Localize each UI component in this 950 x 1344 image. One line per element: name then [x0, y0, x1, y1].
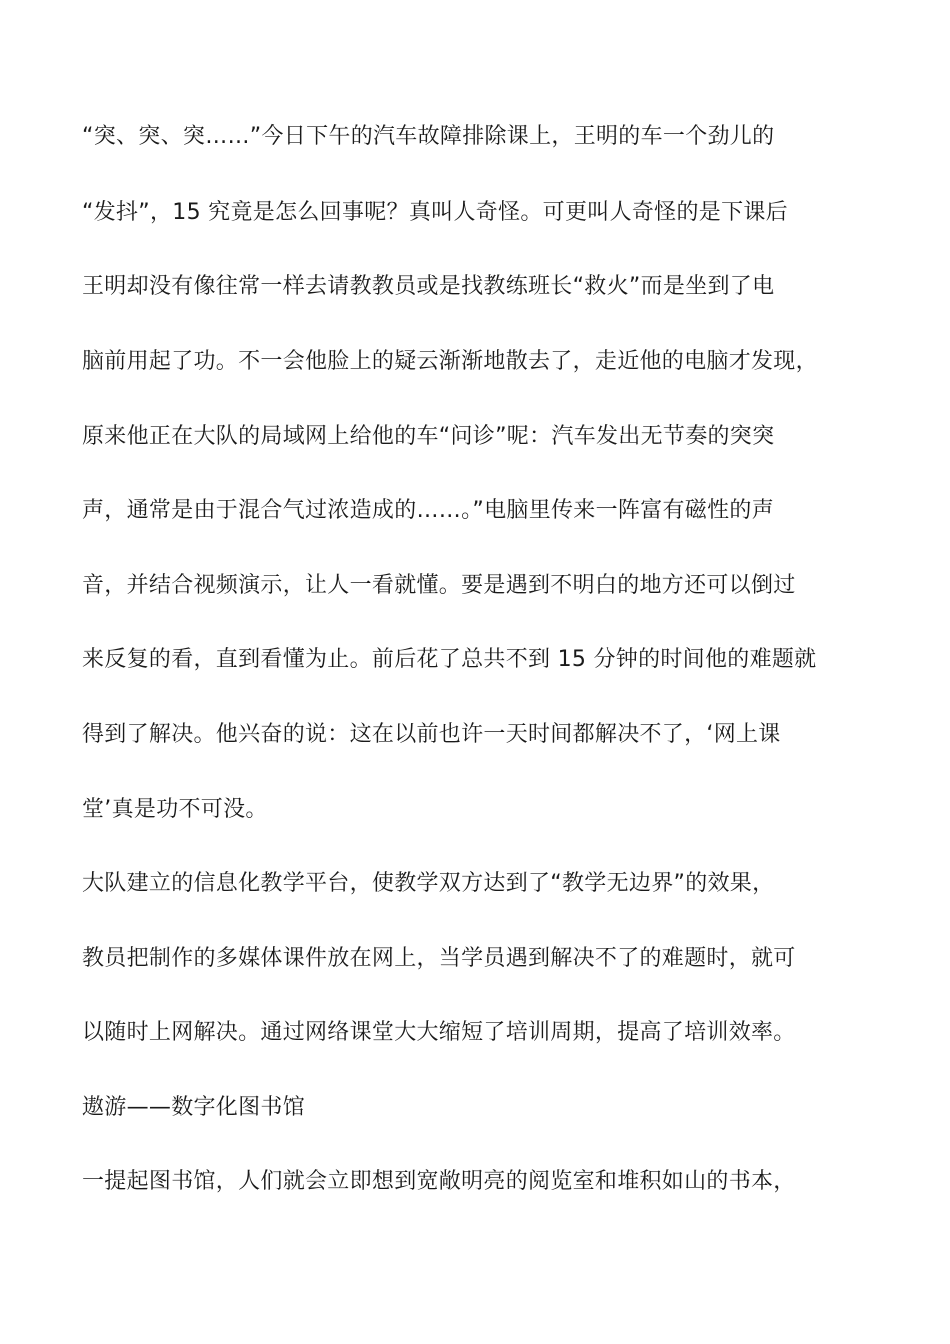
text-line: 音，并结合视频演示，让人一看就懂。要是遇到不明白的地方还可以倒过 [82, 573, 796, 598]
text-line: 一提起图书馆，人们就会立即想到宽敞明亮的阅览室和堆积如山的书本， [82, 1169, 796, 1194]
text-line: 堂’真是功不可没。 [82, 797, 268, 822]
text-line: 原来他正在大队的局域网上给他的车“问诊”呢：汽车发出无节奏的突突 [82, 424, 775, 449]
text-line: 大队建立的信息化教学平台，使教学双方达到了“教学无边界”的效果， [82, 871, 775, 896]
text-line: 王明却没有像往常一样去请教教员或是找教练班长“救火”而是坐到了电 [82, 274, 775, 299]
text-line: “发抖”，15 究竟是怎么回事呢？真叫人奇怪。可更叫人奇怪的是下课后 [82, 200, 788, 225]
text-line: “突、突、突……”今日下午的汽车故障排除课上，王明的车一个劲儿的 [82, 124, 775, 149]
section-heading: 遨游——数字化图书馆 [82, 1095, 306, 1120]
text-line: 声，通常是由于混合气过浓造成的……。”电脑里传来一阵富有磁性的声 [82, 498, 774, 523]
text-line: 得到了解决。他兴奋的说：这在以前也许一天时间都解决不了，‘网上课 [82, 722, 781, 747]
text-line: 以随时上网解决。通过网络课堂大大缩短了培训周期，提高了培训效率。 [82, 1020, 796, 1045]
text-line: 脑前用起了功。不一会他脸上的疑云渐渐地散去了，走近他的电脑才发现， [82, 349, 818, 374]
text-line: 来反复的看，直到看懂为止。前后花了总共不到 15 分钟的时间他的难题就 [82, 647, 817, 672]
text-line: 教员把制作的多媒体课件放在网上，当学员遇到解决不了的难题时，就可 [82, 946, 796, 971]
